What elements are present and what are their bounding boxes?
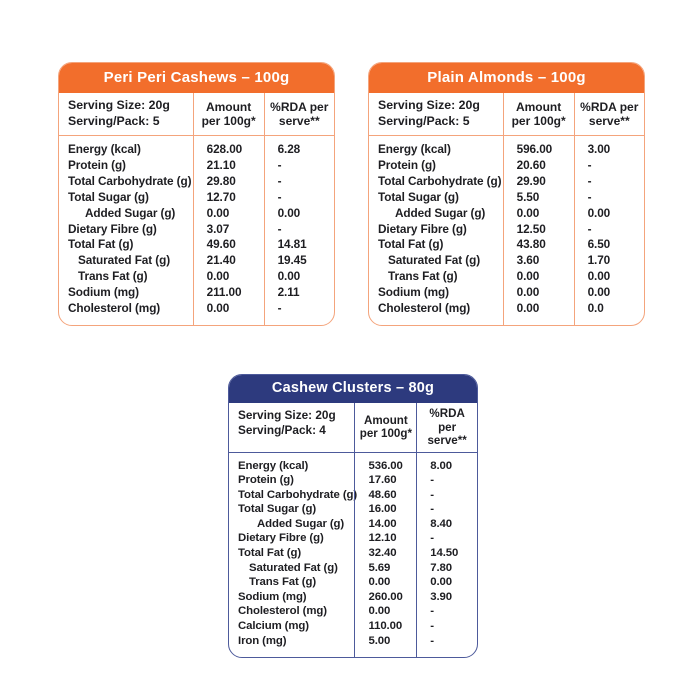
nutrient-label: Cholesterol (mg) bbox=[238, 605, 327, 618]
nutrient-label: Iron (mg) bbox=[238, 634, 287, 647]
amount-values-column bbox=[354, 453, 416, 658]
nutrition-facts-card bbox=[228, 374, 478, 658]
rda-values-column bbox=[574, 136, 644, 325]
nutrient-label: Sodium (mg) bbox=[378, 285, 449, 300]
rda-value: - bbox=[430, 620, 434, 633]
rda-value: - bbox=[430, 634, 434, 647]
nutrient-label: Dietary Fibre (g) bbox=[238, 532, 324, 545]
amount-values-column bbox=[193, 136, 264, 325]
rda-value: - bbox=[277, 301, 282, 316]
rda-value: - bbox=[587, 157, 592, 172]
card-title: Peri Peri Cashews – 100g bbox=[59, 63, 334, 93]
amount-value: 14.00 bbox=[368, 517, 397, 530]
nutrient-labels-column bbox=[229, 453, 358, 658]
column-header-amount: Amount per 100g* bbox=[503, 93, 574, 136]
amount-value: 0.00 bbox=[206, 205, 230, 220]
rda-value: 0.00 bbox=[587, 205, 611, 220]
nutrition-facts-card bbox=[58, 62, 335, 326]
column-header-amount: Amount per 100g* bbox=[354, 403, 416, 453]
nutrient-label: Total Carbohydrate (g) bbox=[238, 488, 358, 501]
rda-value: - bbox=[430, 474, 434, 487]
serving-info: Serving Size: 20g Serving/Pack: 5 bbox=[59, 93, 193, 136]
column-header-amount: Amount per 100g* bbox=[193, 93, 264, 136]
amount-value: 21.10 bbox=[206, 157, 236, 172]
nutrient-label: Total Fat (g) bbox=[378, 237, 444, 252]
rda-value: 2.11 bbox=[277, 285, 300, 300]
rda-value: - bbox=[430, 488, 434, 501]
nutrient-label: Added Sugar (g) bbox=[395, 205, 486, 220]
facts-table bbox=[369, 93, 644, 325]
rda-values-column bbox=[264, 136, 334, 325]
rda-value: 3.90 bbox=[430, 590, 453, 603]
rda-value: 0.0 bbox=[587, 301, 604, 316]
amount-value: 0.00 bbox=[206, 269, 230, 284]
rda-value: - bbox=[277, 173, 282, 188]
rda-value: 0.00 bbox=[587, 285, 611, 300]
rda-value: 0.00 bbox=[587, 269, 611, 284]
nutrient-labels-column bbox=[369, 136, 503, 325]
nutrient-label: Trans Fat (g) bbox=[249, 576, 317, 589]
facts-table bbox=[59, 93, 334, 325]
nutrient-label: Sodium (mg) bbox=[68, 285, 139, 300]
card-title: Cashew Clusters – 80g bbox=[229, 375, 477, 403]
rda-value: 8.40 bbox=[430, 517, 453, 530]
amount-value: 260.00 bbox=[368, 590, 403, 603]
column-header-rda: %RDA per serve** bbox=[264, 93, 334, 136]
amount-value: 536.00 bbox=[368, 459, 403, 472]
nutrient-label: Total Fat (g) bbox=[68, 237, 134, 252]
amount-value: 48.60 bbox=[368, 488, 397, 501]
rda-value: 6.28 bbox=[277, 142, 301, 156]
rda-value: 1.70 bbox=[587, 253, 611, 268]
amount-value: 17.60 bbox=[368, 474, 397, 487]
amount-value: 5.69 bbox=[368, 561, 391, 574]
nutrient-label: Trans Fat (g) bbox=[388, 269, 458, 284]
nutrient-label: Total Carbohydrate (g) bbox=[68, 173, 192, 188]
nutrient-label: Cholesterol (mg) bbox=[68, 301, 161, 316]
nutrient-label: Calcium (mg) bbox=[238, 620, 309, 633]
nutrient-label: Saturated Fat (g) bbox=[388, 253, 481, 268]
amount-value: 49.60 bbox=[206, 237, 236, 252]
amount-value: 12.70 bbox=[206, 189, 236, 204]
nutrient-label: Sodium (mg) bbox=[238, 590, 307, 603]
amount-value: 0.00 bbox=[368, 576, 391, 589]
rda-value: 0.00 bbox=[277, 269, 301, 284]
rda-value: - bbox=[277, 157, 282, 172]
rda-value: 0.00 bbox=[277, 205, 301, 220]
facts-table bbox=[229, 403, 477, 657]
amount-value: 3.07 bbox=[206, 221, 230, 236]
rda-value: - bbox=[587, 173, 592, 188]
nutrient-label: Total Sugar (g) bbox=[238, 503, 317, 516]
amount-value: 0.00 bbox=[516, 285, 540, 300]
amount-value: 0.00 bbox=[206, 301, 230, 316]
amount-value: 211.00 bbox=[206, 285, 242, 300]
amount-value: 29.80 bbox=[206, 173, 236, 188]
amount-value: 0.00 bbox=[368, 605, 391, 618]
nutrient-label: Energy (kcal) bbox=[238, 459, 309, 472]
rda-values-column bbox=[416, 453, 477, 658]
rda-value: - bbox=[277, 189, 282, 204]
nutrient-label: Protein (g) bbox=[378, 157, 436, 172]
amount-value: 16.00 bbox=[368, 503, 397, 516]
nutrient-label: Total Sugar (g) bbox=[378, 189, 459, 204]
amount-value: 0.00 bbox=[516, 205, 540, 220]
amount-value: 29.90 bbox=[516, 173, 546, 188]
nutrient-label: Saturated Fat (g) bbox=[78, 253, 171, 268]
amount-value: 628.00 bbox=[206, 142, 243, 156]
rda-value: - bbox=[430, 605, 434, 618]
rda-value: 8.00 bbox=[430, 459, 453, 472]
rda-value: 0.00 bbox=[430, 576, 453, 589]
rda-value: - bbox=[430, 532, 434, 545]
amount-value: 32.40 bbox=[368, 547, 397, 560]
rda-value: 14.50 bbox=[430, 547, 459, 560]
serving-info: Serving Size: 20g Serving/Pack: 5 bbox=[369, 93, 503, 136]
amount-value: 20.60 bbox=[516, 157, 546, 172]
amount-value: 12.10 bbox=[368, 532, 397, 545]
rda-value: 3.00 bbox=[587, 142, 611, 156]
rda-value: - bbox=[430, 503, 434, 516]
card-title: Plain Almonds – 100g bbox=[369, 63, 644, 93]
nutrient-labels-column bbox=[59, 136, 193, 325]
nutrient-label: Energy (kcal) bbox=[68, 142, 141, 156]
column-header-rda: %RDA per serve** bbox=[574, 93, 644, 136]
nutrient-label: Cholesterol (mg) bbox=[378, 301, 471, 316]
amount-value: 5.00 bbox=[368, 634, 391, 647]
nutrition-facts-card bbox=[368, 62, 645, 326]
amount-value: 3.60 bbox=[516, 253, 540, 268]
amount-value: 110.00 bbox=[368, 620, 403, 633]
nutrient-label: Protein (g) bbox=[238, 474, 294, 487]
amount-value: 0.00 bbox=[516, 269, 540, 284]
amount-value: 21.40 bbox=[206, 253, 236, 268]
nutrient-label: Protein (g) bbox=[68, 157, 126, 172]
amount-value: 0.00 bbox=[516, 301, 540, 316]
amount-value: 12.50 bbox=[516, 221, 546, 236]
rda-value: 19.45 bbox=[277, 253, 307, 268]
amount-value: 43.80 bbox=[516, 237, 546, 252]
nutrient-label: Added Sugar (g) bbox=[85, 205, 176, 220]
nutrient-label: Total Carbohydrate (g) bbox=[378, 173, 502, 188]
rda-value: - bbox=[587, 189, 592, 204]
nutrient-label: Dietary Fibre (g) bbox=[68, 221, 157, 236]
rda-value: - bbox=[587, 221, 592, 236]
nutrient-label: Trans Fat (g) bbox=[78, 269, 148, 284]
amount-value: 5.50 bbox=[516, 189, 540, 204]
nutrient-label: Energy (kcal) bbox=[378, 142, 451, 156]
rda-value: - bbox=[277, 221, 282, 236]
rda-value: 14.81 bbox=[277, 237, 307, 252]
nutrient-label: Saturated Fat (g) bbox=[249, 561, 338, 574]
rda-value: 6.50 bbox=[587, 237, 611, 252]
nutrient-label: Added Sugar (g) bbox=[257, 517, 345, 530]
nutrient-label: Total Fat (g) bbox=[238, 547, 302, 560]
serving-info: Serving Size: 20g Serving/Pack: 4 bbox=[229, 403, 354, 453]
nutrient-label: Total Sugar (g) bbox=[68, 189, 149, 204]
nutrient-label: Dietary Fibre (g) bbox=[378, 221, 467, 236]
column-header-rda: %RDA per serve** bbox=[416, 403, 477, 453]
amount-value: 596.00 bbox=[516, 142, 553, 156]
amount-values-column bbox=[503, 136, 574, 325]
rda-value: 7.80 bbox=[430, 561, 453, 574]
